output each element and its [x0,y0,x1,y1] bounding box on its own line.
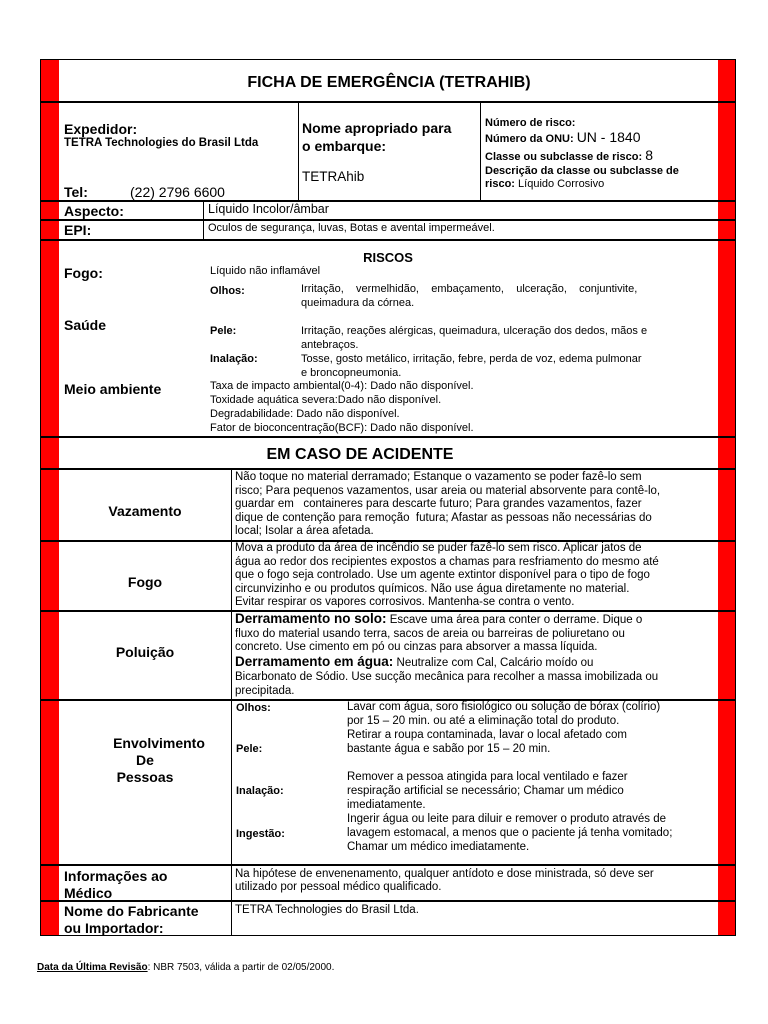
leak-line: risco; Para pequenos vazamentos, usar areia ou material absorvente para contê-lo, [235,484,661,497]
onu-value: UN - 1840 [576,129,641,145]
skin-line-2: antebraços. [301,339,359,351]
people-inhalation-line: Remover a pessoa atingida para local ventilado e fazer [347,771,628,783]
leak-line: local; Isolar a área afetada. [235,525,374,538]
people-eyes-line: Lavar com água, soro fisiológico ou solução de bórax (colírio) [347,701,661,713]
fire-line: que o fogo seja controlado. Use um agente extintor disponível para o tipo de fogo [235,569,650,582]
revision-label: Data da Última Revisão [37,962,148,973]
epi-label: EPI: [64,222,92,238]
divider [203,200,204,240]
people-ingestion-label: Ingestão: [236,828,285,840]
divider [40,864,736,866]
aspect-value: Líquido Incolor/âmbar [208,202,329,216]
tel-value: (22) 2796 6600 [130,184,225,200]
manufacturer-label-2: ou Importador: [64,920,164,936]
fire-value: Líquido não inflamável [210,265,321,277]
fire-line: Mova a produto da área de incêndio se puder fazê-lo sem risco. Aplicar jatos de [235,542,642,554]
water-spill-line: Bicarbonato de Sódio. Use sucção mecânica para recolher a massa imobilizada ou [235,670,659,683]
divider [231,468,232,936]
environment-line: Taxa de impacto ambiental(0-4): Dado não disponível. [210,380,474,392]
skin-line-1: Irritação, reações alérgicas, queimadura, ulceração dos dedos, mãos e [301,325,648,337]
desc-label-2: risco: [485,178,515,190]
people-eyes-line: por 15 – 20 min. ou até a eliminação total do produto. [347,715,620,727]
pollution-text [235,612,713,698]
eyes-label: Olhos: [210,285,245,297]
soil-spill-line: fluxo do material usando terra, sacos de areia ou barreiras de poliuretano ou [235,627,625,640]
environment-line: Fator de bioconcentração(BCF): Dado não disponível. [210,422,474,434]
fire-label: Fogo: [64,265,103,281]
inhalation-line-1: Tosse, gosto metálico, irritação, febre, perda de voz, edema pulmonar [301,353,642,365]
epi-value: Oculos de segurança, luvas, Botas e avental impermeável. [208,222,495,234]
environment-label: Meio ambiente [64,381,162,397]
fire-line: circunvizinho e ou produtos químicos. Não use água diretamente no material. [235,582,630,595]
leak-text [235,471,713,539]
soil-spill-line: Escave uma área para conter o derrame. Dique o [386,614,643,626]
people-label-3: Pessoas [116,769,174,785]
shipper-company: TETRA Technologies do Brasil Ltda [64,137,259,149]
environment-line: Degradabilidade: Dado não disponível. [210,408,400,420]
divider [40,101,736,103]
water-spill-line: precipitada. [235,684,295,697]
manufacturer-value: TETRA Technologies do Brasil Ltda. [235,904,419,916]
onu-label: Número da ONU: [485,133,574,145]
shipping-name-value: TETRAhib [302,169,365,184]
soil-spill-line: concreto. Use cimento em pó ou cinzas para absorver a massa líquida. [235,641,598,654]
fire-response-label: Fogo [127,574,163,590]
people-ingestion-line: Chamar um médico imediatamente. [347,841,530,853]
class-value: 8 [645,147,653,163]
people-skin-line: Retirar a roupa contaminada, lavar o local afetado com [347,729,627,741]
risks-heading: RISCOS [363,250,413,265]
risk-number-label: Número de risco: [485,117,576,129]
leak-label: Vazamento [108,503,182,519]
revision-note [37,962,334,974]
aspect-label: Aspecto: [64,203,124,219]
water-spill-label: Derramamento em água: [235,654,394,670]
leak-line: guardar em containeres para descarte futuro; Para grandes vazamentos, fazer [235,498,642,511]
divider [40,239,736,241]
water-spill-line: Neutralize com Cal, Calcário moído ou [393,657,594,670]
doctor-info-line: Na hipótese de envenenamento, qualquer antídoto e dose ministrada, só deve ser [235,868,654,880]
divider [40,900,736,902]
inhalation-label: Inalação: [210,353,258,365]
desc-value: Líquido Corrosivo [518,178,605,190]
environment-line: Toxidade aquática severa:Dado não disponível. [210,394,442,406]
desc-label-1: Descrição da classe ou subclasse de [485,165,679,177]
manufacturer-label-1: Nome do Fabricante [64,903,199,919]
doctor-info-line: utilizado por pessoal médico qualificado. [235,881,442,893]
soil-spill-label: Derramamento no solo: [235,611,387,626]
divider [40,219,736,221]
shipper-label: Expedidor: [64,121,138,137]
fire-response-text [235,542,713,610]
leak-line: dique de contenção para remoção futura; Afastar as pessoas não necessárias do [235,511,652,524]
doctor-info-label-1: Informações ao [64,868,168,884]
shipping-name-label-2: o embarque: [302,138,387,154]
tel-label: Tel: [64,184,88,200]
doctor-info-label-2: Médico [64,885,113,901]
people-skin-line: bastante água e sabão por 15 – 20 min. [347,743,551,755]
divider [298,101,299,200]
shipping-name-label-1: Nome apropriado para [302,120,452,136]
people-inhalation-label: Inalação: [236,785,284,797]
skin-label: Pele: [210,325,237,337]
inhalation-line-2: e broncopneumonia. [301,367,402,379]
people-eyes-label: Olhos: [236,702,271,714]
people-label-1: Envolvimento [113,735,205,751]
leak-line: Não toque no material derramado; Estanque o vazamento se poder fazê-lo sem [235,471,642,483]
fire-line: água ao redor dos recipientes expostos a chamas para resfriamento do mesmo até [235,555,659,568]
divider [480,101,481,200]
people-ingestion-line: Ingerir água ou leite para diluir e remover o produto através de [347,813,666,825]
revision-value: : NBR 7503, válida a partir de 02/05/2000. [147,962,335,973]
pollution-label: Poluição [115,644,175,660]
eyes-line-2: queimadura da córnea. [301,297,415,309]
people-inhalation-line: imediatamente. [347,799,426,811]
people-label-2: De [136,752,154,768]
people-inhalation-line: respiração artificial se necessário; Chamar um médico [347,785,624,797]
health-label: Saúde [64,317,107,333]
fire-line: Evitar respirar os vapores corrosivos. Mantenha-se contra o vento. [235,596,575,609]
eyes-line-1: Irritação, vermelhidão, embaçamento, ulceração, conjuntivite, [301,283,638,295]
divider [40,468,736,470]
accident-heading: EM CASO DE ACIDENTE [266,446,454,463]
page-title: FICHA DE EMERGÊNCIA (TETRAHIB) [247,74,531,91]
class-label: Classe ou subclasse de risco: [485,151,643,163]
people-skin-label: Pele: [236,743,263,755]
people-ingestion-line: lavagem estomacal, a menos que o paciente já tenha vomitado; [347,827,673,839]
divider [40,436,736,438]
